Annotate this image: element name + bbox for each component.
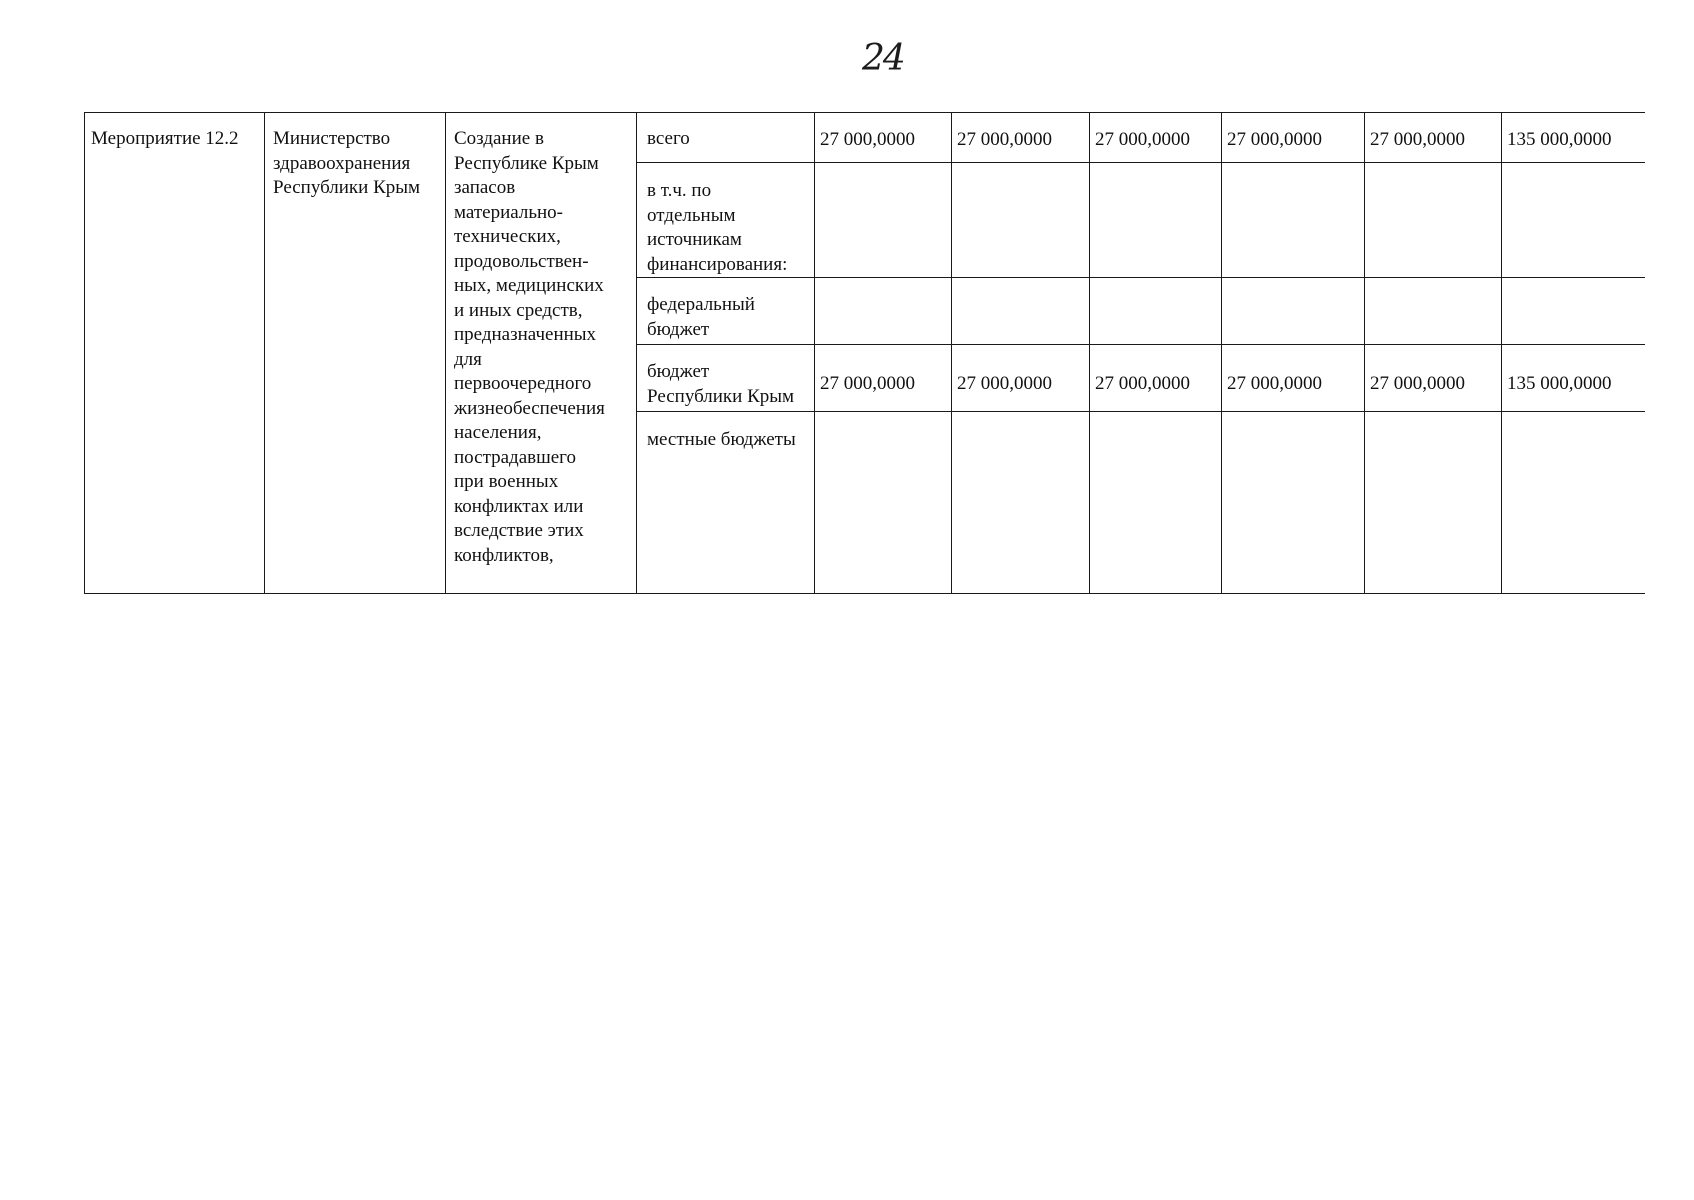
- total-value: 135 000,0000: [1507, 373, 1612, 394]
- value-cell: [1090, 345, 1222, 412]
- value-cell: [1090, 163, 1222, 278]
- value-cell: [1365, 412, 1502, 594]
- source-label: местные бюджеты: [647, 429, 796, 450]
- value-cell: [1090, 278, 1222, 345]
- source-cell: [637, 412, 815, 594]
- value: 27 000,0000: [957, 129, 1052, 150]
- value: 27 000,0000: [1370, 129, 1465, 150]
- value-cell: [1222, 278, 1365, 345]
- measure-name: Мероприятие 12.2: [91, 128, 239, 149]
- value: [815, 412, 951, 427]
- value: 27 000,0000: [1227, 373, 1322, 394]
- value-cell: [815, 163, 952, 278]
- value: 27 000,0000: [1227, 129, 1322, 150]
- value: [1090, 278, 1221, 293]
- value: [1090, 163, 1221, 178]
- value: [1365, 278, 1501, 293]
- executor-name: Министерство здравоохранения Республики Крым: [273, 128, 421, 198]
- value-cell: [1365, 278, 1502, 345]
- value: 27 000,0000: [820, 129, 915, 150]
- source-cell: [637, 163, 815, 278]
- funding-table: [84, 112, 1645, 594]
- value-cell: [1222, 113, 1365, 163]
- description-cell: [446, 113, 637, 594]
- value: 27 000,0000: [1095, 129, 1190, 150]
- executor-cell: [265, 113, 446, 594]
- total-value: 135 000,0000: [1507, 129, 1612, 150]
- value-cell: [815, 412, 952, 594]
- total-value: [1502, 278, 1645, 293]
- value: [1090, 412, 1221, 427]
- value: [1222, 278, 1364, 293]
- value: 27 000,0000: [957, 373, 1052, 394]
- total-value-cell: [1502, 345, 1645, 412]
- value: [952, 412, 1089, 427]
- source-label: бюджет Республики Крым: [647, 361, 795, 407]
- value-cell: [952, 345, 1090, 412]
- value: 27 000,0000: [820, 373, 915, 394]
- source-label: всего: [647, 128, 690, 149]
- value-cell: [952, 412, 1090, 594]
- value: [1365, 412, 1501, 427]
- value: 27 000,0000: [1370, 373, 1465, 394]
- total-value-cell: [1502, 278, 1645, 345]
- source-cell: [637, 113, 815, 163]
- value-cell: [815, 278, 952, 345]
- total-value-cell: [1502, 412, 1645, 594]
- value: [1365, 163, 1501, 178]
- total-value-cell: [1502, 163, 1645, 278]
- value-cell: [952, 113, 1090, 163]
- value-cell: [1222, 345, 1365, 412]
- value-cell: [1365, 345, 1502, 412]
- page-number: 24: [862, 38, 904, 79]
- value-cell: [1365, 113, 1502, 163]
- value: [1222, 412, 1364, 427]
- value: [815, 163, 951, 178]
- value-cell: [815, 113, 952, 163]
- total-value: [1502, 412, 1645, 427]
- value: [815, 278, 951, 293]
- value-cell: [1090, 113, 1222, 163]
- value: [1222, 163, 1364, 178]
- measure-description: Создание в Республике Крым запасов материально- технических, продовольствен- ных, медицинских и иных средств, предназначенных для первоочередного жизнеобеспечения населения, пострадавшего при военных конфликтах или вследствие этих конфликтов,: [454, 128, 605, 566]
- value-cell: [952, 278, 1090, 345]
- value: [952, 163, 1089, 178]
- source-label: в т.ч. по отдельным источникам финансирования:: [647, 180, 788, 275]
- value-cell: [952, 163, 1090, 278]
- value: [952, 278, 1089, 293]
- value-cell: [1365, 163, 1502, 278]
- value-cell: [1090, 412, 1222, 594]
- total-value-cell: [1502, 113, 1645, 163]
- value-cell: [815, 345, 952, 412]
- value: 27 000,0000: [1095, 373, 1190, 394]
- source-cell: [637, 345, 815, 412]
- total-value: [1502, 163, 1645, 178]
- table-row-total: [85, 113, 1645, 163]
- value-cell: [1222, 412, 1365, 594]
- value-cell: [1222, 163, 1365, 278]
- source-label: федеральный бюджет: [647, 294, 755, 340]
- measure-name-cell: [85, 113, 265, 594]
- source-cell: [637, 278, 815, 345]
